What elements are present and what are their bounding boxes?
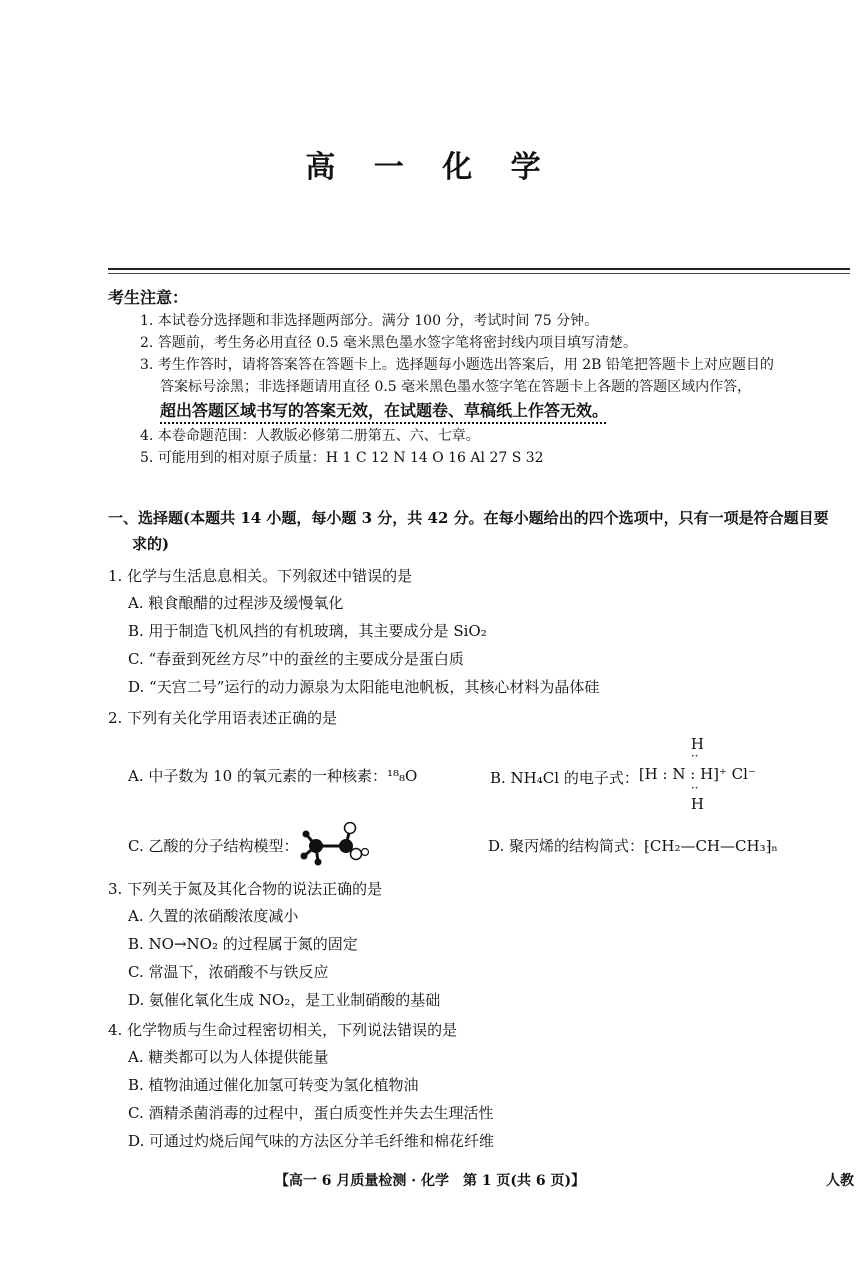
notice-item-4: 4. 本卷命题范围：人教版必修第二册第五、六、七章。 [140, 428, 480, 444]
question-4-option-b: B. 植物油通过催化加氢可转变为氢化植物油 [128, 1076, 419, 1094]
question-3-option-b: B. NO→NO₂ 的过程属于氮的固定 [128, 935, 358, 953]
notice-item-3-cont: 答案标号涂黑；非选择题请用直径 0.5 毫米黑色墨水签字笔在答题卡上各题的答题区域内作答， [160, 379, 752, 395]
question-2-stem: 2. 下列有关化学用语表述正确的是 [108, 709, 338, 727]
electron-h-bottom: H [690, 795, 704, 813]
question-4-option-c: C. 酒精杀菌消毒的过程中，蛋白质变性并失去生理活性 [128, 1104, 494, 1122]
divider-thick [108, 268, 850, 270]
question-3-option-d: D. 氨催化氧化生成 NO₂，是工业制硝酸的基础 [128, 991, 441, 1009]
section-heading-line1: 一、选择题(本题共 14 小题，每小题 3 分，共 42 分。在每小题给出的四个选项中，只有一项是符合题目要 [108, 509, 829, 527]
question-1-option-a: A. 粮食酿醋的过程涉及缓慢氧化 [128, 594, 344, 612]
divider-thin [108, 273, 850, 274]
question-3-stem: 3. 下列关于氮及其化合物的说法正确的是 [108, 880, 383, 898]
notice-item-3: 3. 考生作答时，请将答案答在答题卡上。选择题每小题选出答案后，用 2B 铅笔把答题卡上对应题目的 [140, 357, 774, 373]
question-1-stem: 1. 化学与生活息息相关。下列叙述中错误的是 [108, 567, 413, 585]
question-1-option-b: B. 用于制造飞机风挡的有机玻璃，其主要成分是 SiO₂ [128, 622, 487, 640]
question-4 [108, 1017, 853, 1155]
electron-dots-top: ·· [690, 749, 699, 763]
question-3-option-c: C. 常温下，浓硝酸不与铁反应 [128, 963, 329, 981]
question-2 [108, 705, 853, 731]
question-1 [108, 563, 853, 701]
notice-list [140, 310, 855, 469]
question-4-stem: 4. 化学物质与生命过程密切相关，下列说法错误的是 [108, 1021, 458, 1039]
question-1-option-c: C. “春蚕到死丝方尽”中的蚕丝的主要成分是蛋白质 [128, 650, 464, 668]
question-4-option-a: A. 糖类都可以为人体提供能量 [128, 1048, 329, 1066]
footer-edition: 人教 [826, 1173, 854, 1189]
question-2-option-c [108, 822, 488, 870]
notice-emphasis: 超出答题区域书写的答案无效，在试题卷、草稿纸上作答无效。 [160, 401, 609, 420]
page-footer: 【高一 6 月质量检测 · 化学 第 1 页(共 6 页)】 [274, 1173, 586, 1189]
question-3 [108, 876, 853, 1014]
section-heading-line2: 求的) [132, 535, 170, 553]
notice-item-1: 1. 本试卷分选择题和非选择题两部分。满分 100 分，考试时间 75 分钟。 [140, 313, 599, 329]
question-2-option-c-label: C. 乙酸的分子结构模型： [128, 837, 299, 855]
notice-item-2: 2. 答题前，考生务必用直径 0.5 毫米黑色墨水签字笔将密封线内项目填写清楚。 [140, 335, 637, 351]
question-3-option-a: A. 久置的浓硝酸浓度减小 [128, 907, 299, 925]
question-4-option-d: D. 可通过灼烧后闻气味的方法区分羊毛纤维和棉花纤维 [128, 1132, 495, 1150]
notice-heading: 考生注意： [108, 288, 189, 307]
question-2-row-2 [108, 822, 853, 870]
page-title: 高 一 化 学 [305, 150, 555, 185]
question-2-option-d: D. 聚丙烯的结构简式：⁅CH₂—CH—CH₃⁆ₙ [488, 837, 778, 855]
acetic-acid-model-icon [298, 822, 370, 870]
electron-dots-bottom: ·· [690, 781, 699, 795]
question-2-option-b [490, 737, 789, 817]
electron-main: [H : N : H]⁺ Cl⁻ [638, 765, 756, 783]
question-1-option-d: D. “天宫二号”运行的动力源泉为太阳能电池帆板，其核心材料为晶体硅 [128, 678, 600, 696]
question-2-option-a: A. 中子数为 10 的氧元素的一种核素：¹⁸₈O [128, 767, 418, 785]
question-2-option-b-label: B. NH₄Cl 的电子式： [490, 768, 639, 787]
electron-h-top: H [690, 735, 704, 753]
notice-item-5: 5. 可能用到的相对原子质量：H 1 C 12 N 14 O 16 Al 27 S 32 [140, 450, 544, 466]
section-heading [108, 505, 853, 557]
electron-formula [639, 737, 789, 817]
